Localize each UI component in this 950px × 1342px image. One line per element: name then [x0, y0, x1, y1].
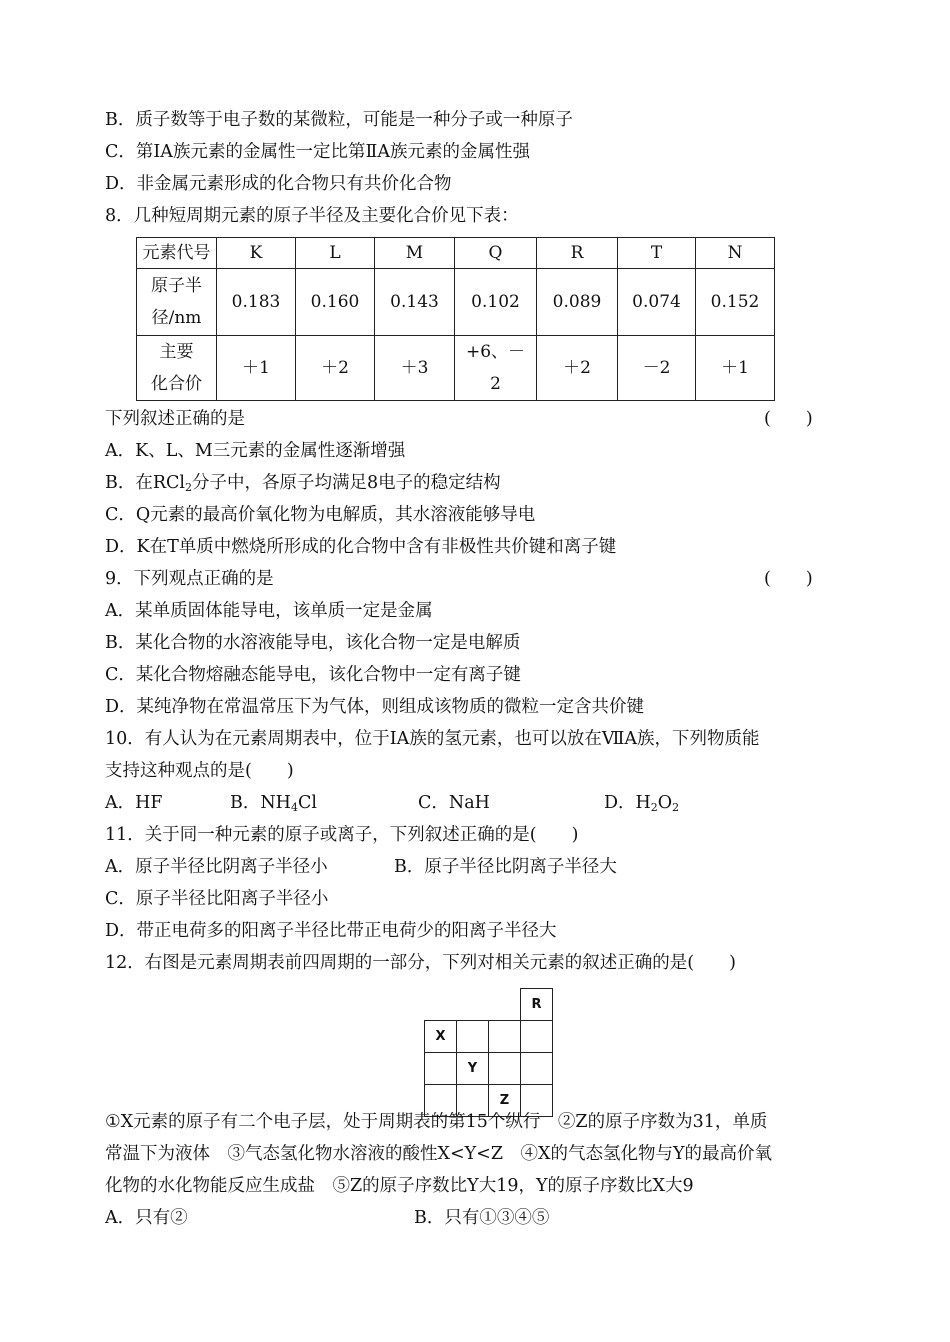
grid-cell [521, 1021, 553, 1053]
table-cell: 0.160 [296, 269, 375, 336]
grid-cell [489, 1053, 521, 1085]
q11-option-d: D．带正电荷多的阳离子半径比带正电荷少的阳离子半径大 [105, 921, 557, 941]
grid-row [425, 989, 553, 1021]
q8-stem: 8．几种短周期元素的原子半径及主要化合价见下表： [105, 206, 519, 226]
grid-cell [425, 1053, 457, 1085]
grid-cell-y: Y [457, 1053, 489, 1085]
element-table [136, 237, 775, 401]
grid-cell-x: X [425, 1021, 457, 1053]
valence-label-line2: 化合价 [151, 374, 202, 394]
table-row-radius [137, 269, 775, 336]
table-cell: 0.074 [618, 269, 696, 336]
table-row-valence [137, 336, 775, 401]
grid-row [425, 1053, 553, 1085]
grid-cell [521, 1053, 553, 1085]
table-row-label [137, 336, 217, 401]
table-cell: 元素代号 [137, 238, 217, 269]
q11-option-a: A．原子半径比阴离子半径小 [105, 857, 328, 877]
table-cell: Q [455, 238, 537, 269]
q10-option-d [604, 792, 679, 819]
q9-stem: 9．下列观点正确的是 [105, 569, 274, 589]
table-row-header [137, 238, 775, 269]
q8-option-d: D．K在T单质中燃烧所形成的化合物中含有非极性共价键和离子键 [105, 537, 617, 557]
q9-option-c: C．某化合物熔融态能导电，该化合物中一定有离子键 [105, 665, 521, 685]
q8-question: 下列叙述正确的是 [105, 409, 245, 429]
grid-row [425, 1021, 553, 1053]
table-cell: ＋3 [375, 336, 455, 401]
subscript: 2 [185, 481, 193, 494]
q11-option-c: C．原子半径比阳离子半径小 [105, 889, 329, 909]
grid-cell-empty [489, 989, 521, 1021]
q12-statements-line3: 化物的水化物能反应生成盐 ⑤Z的原子序数比Y大19，Y的原子序数比X大9 [105, 1176, 694, 1196]
q-valence-line2: 2 [490, 374, 501, 394]
q9-answer-paren: ( ) [764, 569, 813, 589]
radius-label-line1: 原子半 [151, 276, 202, 296]
q12-statements-line2: 常温下为液体 ③气态氢化物水溶液的酸性X<Y<Z ④X的气态氢化物与Y的最高价氧 [105, 1144, 773, 1164]
grid-cell-empty [425, 989, 457, 1021]
q-valence-line1: +6、－ [465, 342, 526, 362]
grid-cell-empty [457, 989, 489, 1021]
q9-option-b: B．某化合物的水溶液能导电，该化合物一定是电解质 [105, 633, 521, 653]
periodic-table-fragment [424, 988, 553, 1117]
q8-option-a: A．K、L、M三元素的金属性逐渐增强 [105, 441, 406, 461]
table-cell: 0.152 [696, 269, 775, 336]
q10-stem-line2: 支持这种观点的是( ) [105, 761, 294, 781]
text: B．NH [230, 793, 291, 813]
grid-cell-z: Z [489, 1085, 521, 1117]
valence-label-line1: 主要 [159, 342, 194, 362]
q11-stem: 11．关于同一种元素的原子或离子，下列叙述正确的是( ) [105, 825, 579, 845]
q12-stem: 12．右图是元素周期表前四周期的一部分，下列对相关元素的叙述正确的是( ) [105, 953, 736, 973]
grid-cell-r: R [521, 989, 553, 1021]
q7-option-c: C．第ⅠA族元素的金属性一定比第ⅡA族元素的金属性强 [105, 142, 530, 162]
subscript: 2 [650, 801, 658, 814]
table-cell: ＋1 [696, 336, 775, 401]
table-cell: ＋1 [217, 336, 296, 401]
table-cell: L [296, 238, 375, 269]
text: O [657, 793, 673, 813]
q10-option-c: C．NaH [418, 793, 490, 813]
q8-option-c: C．Q元素的最高价氧化物为电解质，其水溶液能够导电 [105, 505, 536, 525]
table-cell: K [217, 238, 296, 269]
table-cell: 0.183 [217, 269, 296, 336]
table-cell: ＋2 [537, 336, 618, 401]
table-cell: M [375, 238, 455, 269]
table-cell: 0.102 [455, 269, 537, 336]
table-row-label [137, 269, 217, 336]
text: Cl [297, 793, 317, 813]
q8-answer-paren: ( ) [764, 409, 813, 429]
subscript: 4 [290, 801, 298, 814]
q10-stem-line1: 10．有人认为在元素周期表中，位于ⅠA族的氢元素，也可以放在ⅦA族，下列物质能 [105, 729, 760, 749]
q10-option-b [230, 792, 317, 819]
table-cell: ＋2 [296, 336, 375, 401]
q9-option-a: A．某单质固体能导电，该单质一定是金属 [105, 601, 433, 621]
subscript: 2 [672, 801, 680, 814]
q12-option-b: B．只有①③④⑤ [414, 1208, 550, 1228]
q7-option-b: B．质子数等于电子数的某微粒，可能是一种分子或一种原子 [105, 110, 573, 130]
q12-statements-line1: ①X元素的原子有二个电子层，处于周期表的第15个纵行 ②Z的原子序数为31，单质 [105, 1112, 768, 1132]
q11-option-b: B．原子半径比阴离子半径大 [394, 857, 617, 877]
radius-label-line2: 径/nm [151, 308, 202, 328]
table-cell: －2 [618, 336, 696, 401]
q8-option-b [105, 472, 501, 499]
table-cell: R [537, 238, 618, 269]
grid-cell [489, 1021, 521, 1053]
text: 分子中，各原子均满足8电子的稳定结构 [192, 473, 501, 493]
text: B．在RCl [105, 473, 186, 493]
grid-cell [457, 1021, 489, 1053]
text: D．H [604, 793, 651, 813]
q12-option-a: A．只有② [105, 1208, 188, 1228]
table-cell: T [618, 238, 696, 269]
table-cell-q-valence [455, 336, 537, 401]
q10-option-a: A．HF [105, 793, 163, 813]
q7-option-d: D．非金属元素形成的化合物只有共价化合物 [105, 174, 452, 194]
table-cell: N [696, 238, 775, 269]
table-cell: 0.143 [375, 269, 455, 336]
table-cell: 0.089 [537, 269, 618, 336]
q9-option-d: D．某纯净物在常温常压下为气体，则组成该物质的微粒一定含共价键 [105, 697, 645, 717]
